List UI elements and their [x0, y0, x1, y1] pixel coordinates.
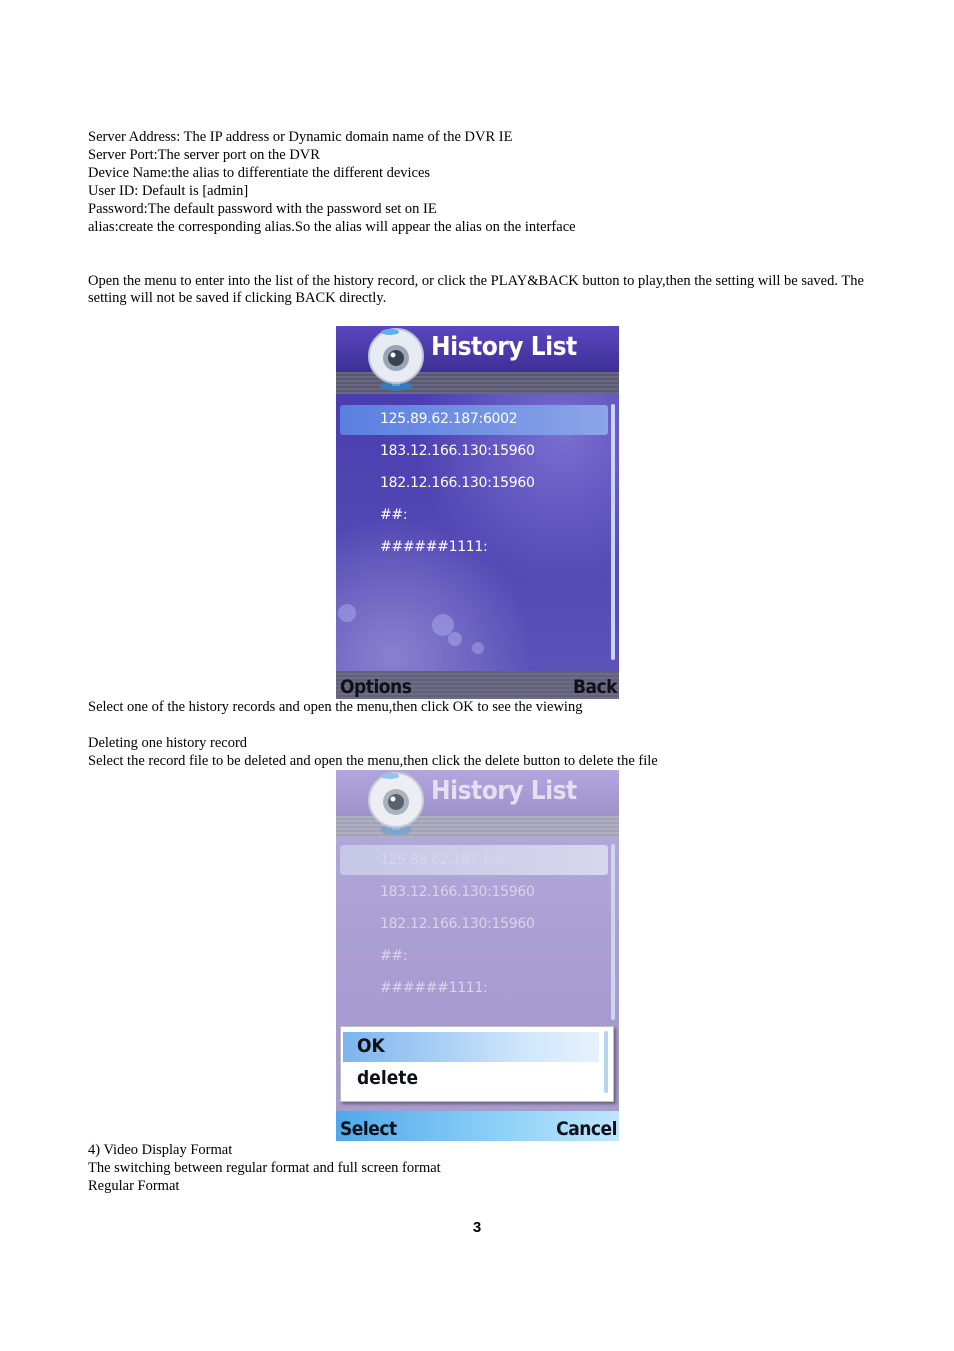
history-list: [336, 838, 619, 1024]
list-item[interactable]: 182.12.166.130:15960: [380, 916, 535, 932]
history-list: [336, 394, 619, 671]
history-list-menu-screenshot: [336, 770, 619, 1141]
back-softkey[interactable]: Back: [572, 676, 617, 698]
scrollbar[interactable]: [611, 844, 615, 1020]
menu-paragraph: Open the menu to enter into the list of the history record, or click the PLAY&BACK button to play,then the setting will be saved. The setting will not be saved if clicking BACK directly.: [88, 273, 864, 306]
list-item[interactable]: 125.89.62.187:6002: [380, 852, 518, 868]
intro-server-port: Server Port:The server port on the DVR: [88, 147, 320, 163]
screen-title: History List: [431, 776, 577, 806]
webcam-icon: [364, 328, 428, 392]
softkey-bar: [336, 1111, 619, 1141]
options-menu: [340, 1026, 614, 1102]
intro-password: Password:The default password with the password set on IE: [88, 201, 437, 217]
intro-server-address: Server Address: The IP address or Dynamic domain name of the DVR IE: [88, 129, 513, 145]
history-list-screenshot: [336, 326, 619, 699]
list-item[interactable]: ##:: [380, 507, 408, 523]
list-item[interactable]: 183.12.166.130:15960: [380, 443, 535, 459]
intro-device-name: Device Name:the alias to differentiate the different devices: [88, 165, 431, 181]
select-instruction: Select one of the history records and open the menu,then click OK to see the viewing: [88, 699, 583, 715]
intro-user-id: User ID: Default is [admin]: [88, 183, 249, 199]
list-item[interactable]: ######1111:: [380, 539, 488, 555]
list-item[interactable]: 183.12.166.130:15960: [380, 884, 535, 900]
scrollbar[interactable]: [611, 404, 615, 660]
menu-scrollbar[interactable]: [604, 1031, 608, 1093]
intro-alias: alias:create the corresponding alias.So the alias will appear the alias on the interface: [88, 219, 576, 235]
cancel-softkey[interactable]: Cancel: [556, 1118, 617, 1140]
screen-title: History List: [431, 332, 577, 362]
video-display-heading: 4) Video Display Format: [88, 1142, 233, 1158]
list-item[interactable]: 125.89.62.187:6002: [380, 411, 518, 427]
softkey-bar: [336, 671, 619, 699]
list-item[interactable]: ##:: [380, 948, 408, 964]
select-softkey[interactable]: Select: [340, 1118, 397, 1140]
webcam-icon: [364, 772, 428, 836]
list-item[interactable]: 182.12.166.130:15960: [380, 475, 535, 491]
menu-item-ok[interactable]: OK: [343, 1032, 599, 1062]
list-item[interactable]: ######1111:: [380, 980, 488, 996]
page-number: 3: [472, 1219, 482, 1236]
delete-instruction: Select the record file to be deleted and open the menu,then click the delete button to delete the file: [88, 753, 658, 769]
delete-heading: Deleting one history record: [88, 735, 248, 751]
menu-item-delete[interactable]: delete: [357, 1067, 419, 1089]
options-softkey[interactable]: Options: [340, 676, 412, 698]
regular-format-heading: Regular Format: [88, 1178, 180, 1194]
video-display-description: The switching between regular format and full screen format: [88, 1160, 441, 1176]
